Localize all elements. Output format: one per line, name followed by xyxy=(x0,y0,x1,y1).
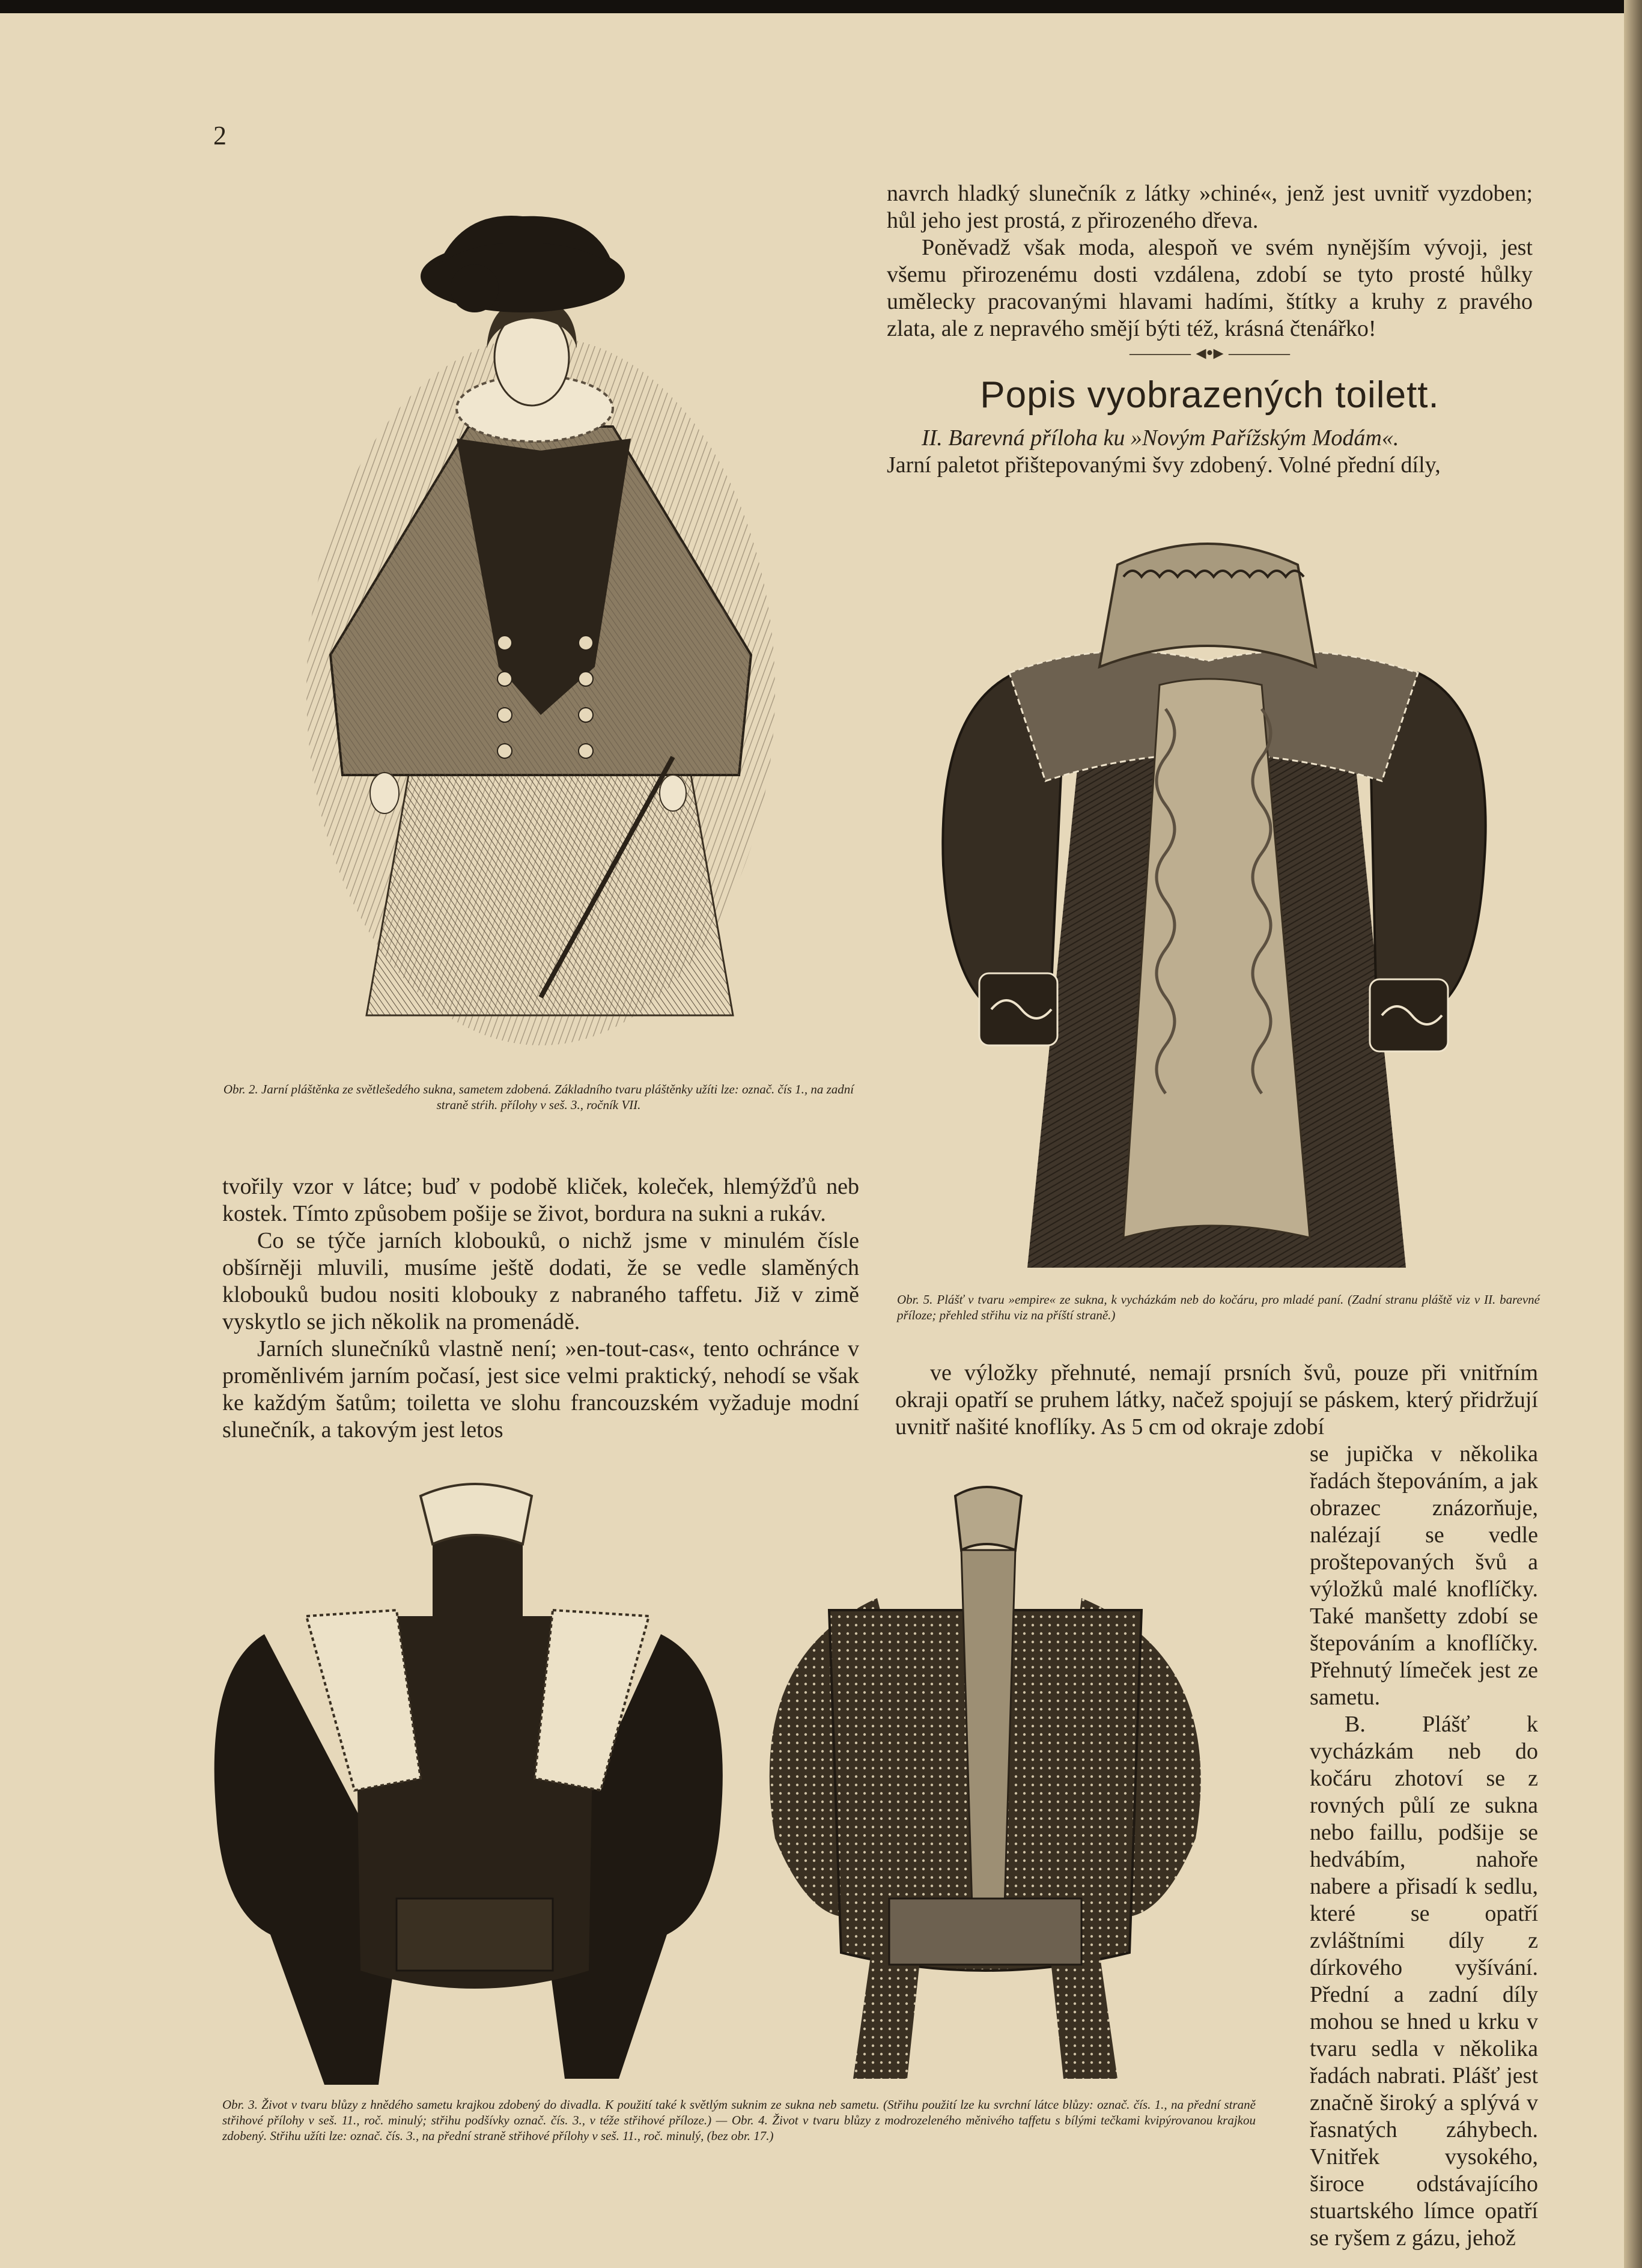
illustration-woman-cape xyxy=(258,198,787,1051)
paragraph: B. Plášť k vycházkám neb do kočáru zhotoví se z rovných půlí ze sukna nebo faillu, podšije se hedvábím, nahoře nabere a přisadí k sedlu, které se opatří zvláštními díly z dírkového vyšívání. Přední a zadní díly mohou se hned u krku v tvaru sedla v několika řadách nabrati. Plášť jest značně široký a splývá v řasnatých záhybech. Vnitřek vysokého, široce odstávajícího stuartského límce opatří se ryšem z gázu, jehož xyxy=(1310,1712,1538,2251)
section-heading: Popis vyobrazených toilett. xyxy=(980,374,1440,416)
section-intro xyxy=(887,425,1533,479)
caption-obr2: Obr. 2. Jarní pláštěnka ze světlešedého sukna, sametem zdobená. Základního tvaru pláštěnky užíti lze: označ. čís 1., na zadní straně stŕih. přílohy v seš. 3., ročník VII. xyxy=(223,1082,854,1112)
caption-obr3-obr4: Obr. 3. Život v tvaru blůzy z hnědého sametu krajkou zdobený do divadla. K použití také k světlým suknim ze sukna neb sametu. (Střihu použití lze ku svrchní látce blůzy: označ. čís. 1., na přední straně střihové přílohy v seš. 11., roč. minulý; střihu podšívky označ. čís. 3., v téže střihové příloze.) — Obr. 4. Život v tvaru blůzy z modrozeleného měnivého taffetu s bílými tečkami kvipýrovanou krajkou zdobený. Střihu užíti lze: označ. čís. 3., na přední straně střihové přílohy v seš. 11., roč. minulý, (bez obr. 17.) xyxy=(222,2097,1256,2143)
paragraph: Co se týče jarních klobouků, o nichž jsme v minulém čísle obšírněji mluvili, musíme ještě dodati, že se vedle slaměných klobouků budou nositi klobouky z nabraného taffetu. Již v zimě vyskytlo se jich několik na promenádě. xyxy=(222,1228,859,1334)
page-number: 2 xyxy=(213,121,227,150)
paragraph: Poněvadž však moda, alespoň ve svém nynějším vývoji, jest všemu přirozenému dosti vzdálena, zdobí se tyto prosté hůlky umělecky pracovanými hlavami hadími, štítky a kruhy z pravého zlata, ale z nepravého smějí býti též, krásná čtenářko! xyxy=(887,235,1533,341)
subheading: II. Barevná příloha ku »Novým Pařížským Modám«. xyxy=(922,425,1399,451)
illustration-two-blouses xyxy=(204,1478,1286,2109)
paragraph: ve výložky přehnuté, nemají prsních švů, pouze při vnitřním okraji opatří se pruhem látky, načež spojují se páskem, který přidržují uvnitř našité knoflíky. As 5 cm od okraje zdobí xyxy=(895,1360,1538,1440)
section-divider-ornament: ——— ◂•▸ ——— xyxy=(1129,342,1291,364)
right-top-column xyxy=(887,180,1533,342)
right-mid-column xyxy=(895,1360,1538,1441)
paragraph: tvořily vzor v látce; buď v podobě kliček, koleček, hlemýžďů neb kostek. Tímto způsobem pošije se život, bordura na sukni a rukáv. xyxy=(222,1174,859,1226)
paragraph: Jarních slunečníků vlastně není; »en-tout-cas«, tento ochránce v proměnlivém jarním počasí, jest sice velmi praktický, nehodí se však ke každým šatům; toiletta ve slohu francouzském vyžaduje modní slunečník, a takovým jest letos xyxy=(222,1336,859,1443)
left-mid-column xyxy=(222,1173,859,1444)
paragraph: Jarní paletot přištepovanými švy zdobený. Volné přední díly, xyxy=(887,452,1441,478)
illustration-empire-coat xyxy=(925,529,1502,1280)
right-narrow-column xyxy=(1310,1441,1538,2252)
paragraph: se jupička v několika řadách štepováním, a jak obrazec znázorňuje, nalézají se vedle proštepovaných švů a výložků malé knoflíčky. Také manšetty zdobí se štepováním a knoflíčky. Přehnutý límeček jest ze sametu. xyxy=(1310,1441,1538,1710)
paragraph: navrch hladký slunečník z látky »chiné«, jenž jest uvnitř vyzdoben; hůl jeho jest prostá, z přirozeného dřeva. xyxy=(887,181,1533,233)
caption-obr5: Obr. 5. Plášť v tvaru »empire« ze sukna, k vycházkám neb do kočáru, pro mladé paní. (Zadní stranu pláště viz v II. barevné příloze; přehled střihu viz na příští straně.) xyxy=(897,1292,1540,1322)
